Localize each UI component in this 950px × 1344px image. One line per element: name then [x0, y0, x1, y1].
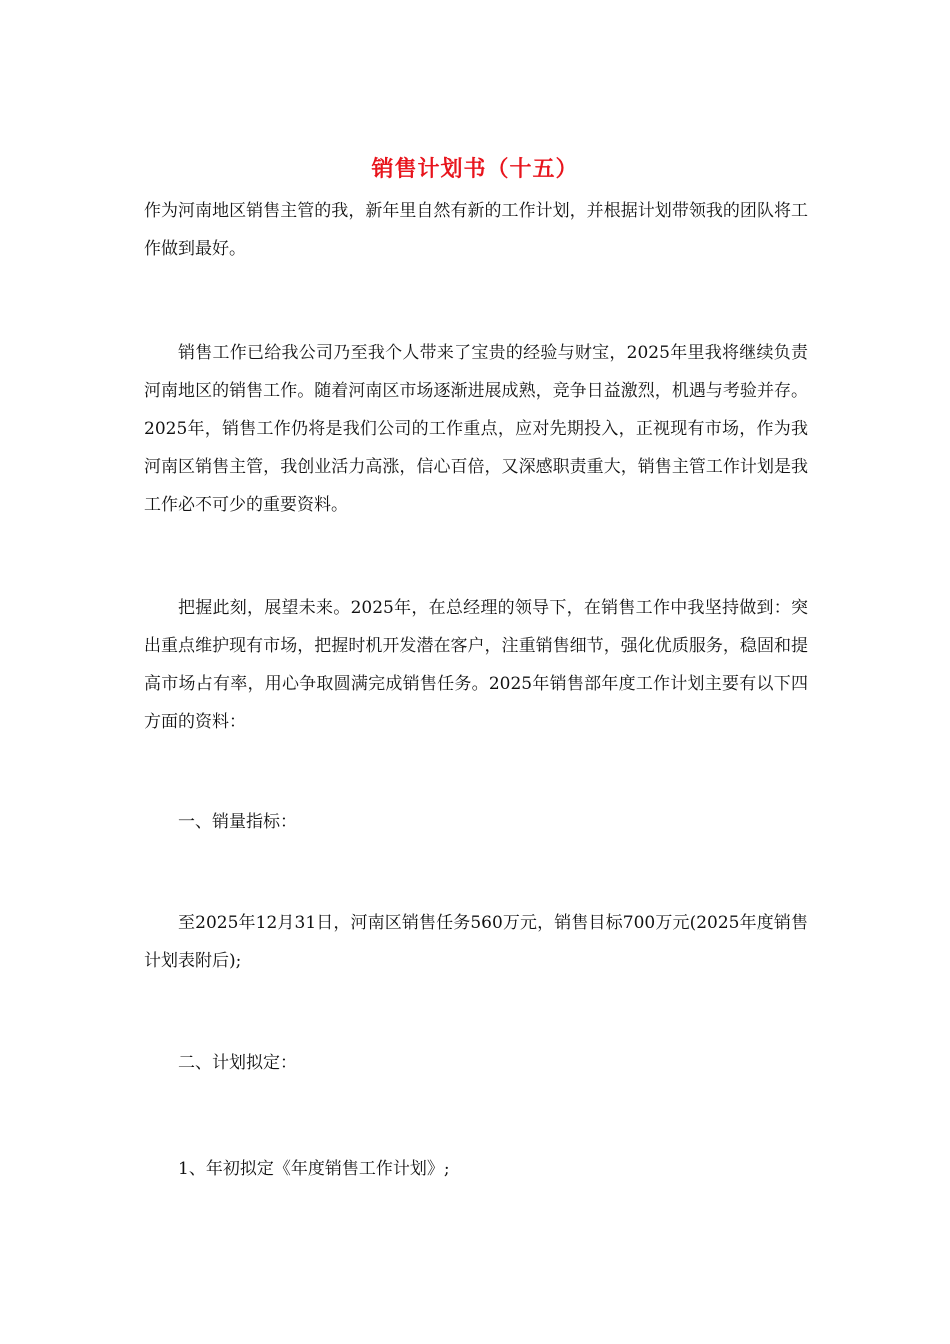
- section-heading: 二、计划拟定：: [178, 1053, 297, 1073]
- section-heading: 一、销量指标：: [178, 812, 297, 832]
- intro-paragraph: 作为河南地区销售主管的我，新年里自然有新的工作计划，并根据计划带领我的团队将工作做到最好。: [144, 201, 808, 259]
- document-title: 销售计划书（十五）: [371, 156, 579, 182]
- list-item: 1、年初拟定《年度销售工作计划》;: [178, 1159, 450, 1179]
- body-paragraph: 销售工作已给我公司乃至我个人带来了宝贵的经验与财宝，2025年里我将继续负责河南地区的销售工作。随着河南区市场逐渐进展成熟，竞争日益激烈，机遇与考验并存。2025年，销售工作仍将是我们公司的工作重点，应对先期投入，正视现有市场，作为我河南区销售主管，我创业活力高涨，信心百倍，又深感职责重大，销售主管工作计划是我工作必不可少的重要资料。: [144, 343, 808, 515]
- body-paragraph: 把握此刻，展望未来。2025年，在总经理的领导下，在销售工作中我坚持做到：突出重点维护现有市场，把握时机开发潜在客户，注重销售细节，强化优质服务，稳固和提高市场占有率，用心争取圆满完成销售任务。2025年销售部年度工作计划主要有以下四方面的资料：: [144, 598, 808, 732]
- body-paragraph: 至2025年12月31日，河南区销售任务560万元，销售目标700万元(2025年度销售计划表附后);: [144, 913, 808, 971]
